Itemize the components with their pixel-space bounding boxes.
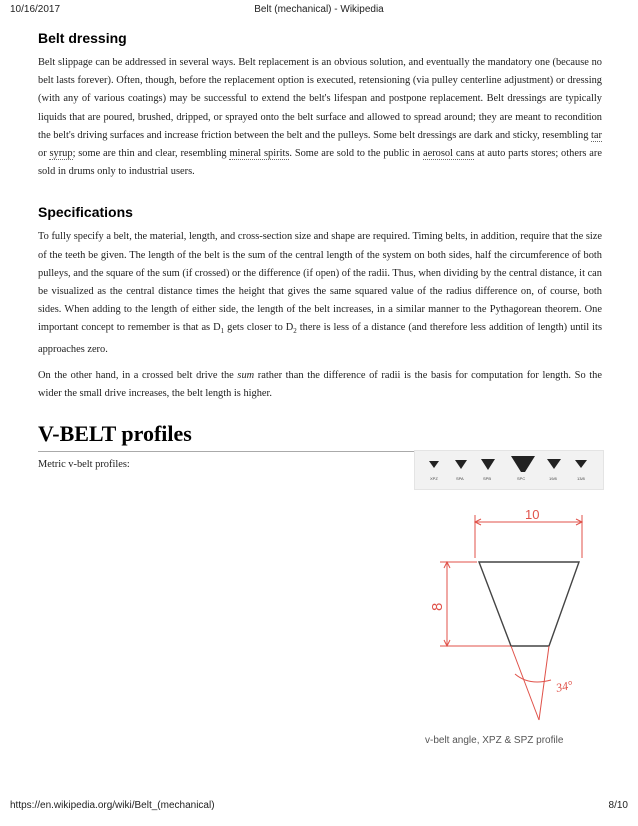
print-header [0, 4, 638, 18]
text-span: To fully specify a belt, the material, length, and cross-section size and shape are required. Timing belts, in addition, require that the size of the teeth be given. The length of the belt is the sum of the central length of the system on both sides, half the circumference of both pulleys, and the square of the sum (if crossed) or the difference (if open) of the radii. Thus, when dividing by the central distance, it can be visualized as the central distance times the height that gives the same squared value of the radius difference on, of course, both sides. When adding to the length of either side, the length of the belt increases, in a similar manner to the Pythagorean theorem. One important concept to remember is that as D [38, 231, 602, 334]
section-heading-v-belt-profiles: V-BELT profiles [38, 421, 602, 452]
angle-arc [515, 674, 551, 682]
profile-19-8-shape [547, 459, 561, 469]
v-belt-cross-section [479, 562, 579, 646]
section-heading-specifications: Specifications [38, 204, 133, 221]
text-span: On the other hand, in a crossed belt drive the [38, 369, 234, 381]
link-syrup[interactable]: syrup [49, 148, 73, 160]
profile-label: 19/8 [549, 476, 557, 481]
width-label: 10 [525, 510, 540, 522]
figure-caption: v-belt angle, XPZ & SPZ profile [425, 735, 564, 746]
angle-label: 34° [554, 677, 575, 695]
article-content [38, 30, 602, 475]
metric-v-belt-profiles-image[interactable] [414, 450, 604, 490]
text-span: . Some are sold to the public in [289, 148, 421, 160]
profile-13-8-shape [575, 460, 587, 468]
profile-label: XPZ [430, 476, 438, 481]
profiles-thumbnail-drawing [415, 451, 603, 489]
subscript: 1 [220, 327, 225, 336]
profile-spa-shape [455, 460, 467, 469]
text-span: rather than the difference of radii is the basis for computation for length. So the wider the small drive increases, the belt length is higher. [38, 369, 602, 400]
emphasis: sum [237, 369, 255, 381]
link-aerosol-cans[interactable]: aerosol cans [423, 148, 475, 160]
link-tar[interactable]: tar [591, 129, 602, 141]
profile-label: SPC [517, 476, 526, 481]
angle-line-right [539, 646, 549, 720]
text-span: at auto parts stores; others are sold in drums only to industrial users. [38, 148, 602, 178]
print-title: Belt (mechanical) - Wikipedia [254, 4, 384, 15]
specifications-paragraph-1 [38, 228, 602, 359]
text-span: or [38, 148, 47, 160]
angle-line-left [511, 646, 539, 720]
profile-label: 13/8 [577, 476, 585, 481]
v-belt-angle-diagram [415, 510, 615, 725]
profile-label: SPB [483, 476, 492, 481]
profile-label: SPA [456, 476, 464, 481]
profile-spb-shape [481, 459, 495, 470]
print-url: https://en.wikipedia.org/wiki/Belt_(mechanical) [10, 800, 215, 811]
profile-xpz-shape [429, 461, 439, 468]
height-label: 8 [429, 602, 446, 611]
print-date: 10/16/2017 [10, 4, 61, 15]
print-footer [0, 800, 638, 814]
specifications-paragraph-2 [38, 367, 602, 403]
print-page-number: 8/10 [608, 800, 628, 811]
v-belt-intro: Metric v-belt profiles: [38, 459, 130, 471]
text-span: there is less of a distance (and therefore less addition of length) until its approaches zero. [38, 322, 602, 355]
text-span: Belt slippage can be addressed in several ways. Belt replacement is an obvious solution, and eventually the mandatory one (because no belt lasts forever). Often, though, before the replacement option is executed, retensioning (via pulley centerline adjustment) or dressing (with any of various coatings) may be successful to extend the belt's lifespan and postpone replacement. Belt dressings are typically liquids that are poured, brushed, dripped, or sprayed onto the belt surface and allowed to spread around; they are meant to recondition the belt's driving surfaces and increase friction between the belt and the pulleys. Some belt dressings are dark and sticky, resembling [38, 57, 602, 141]
text-span: gets closer to D [227, 322, 294, 334]
subscript: 2 [293, 327, 297, 336]
link-mineral-spirits[interactable]: mineral spirits [229, 148, 290, 160]
belt-dressing-paragraph [38, 54, 602, 181]
text-span: ; some are thin and clear, resembling [72, 148, 227, 160]
section-heading-belt-dressing: Belt dressing [38, 30, 127, 46]
profile-spc-shape [511, 456, 535, 472]
